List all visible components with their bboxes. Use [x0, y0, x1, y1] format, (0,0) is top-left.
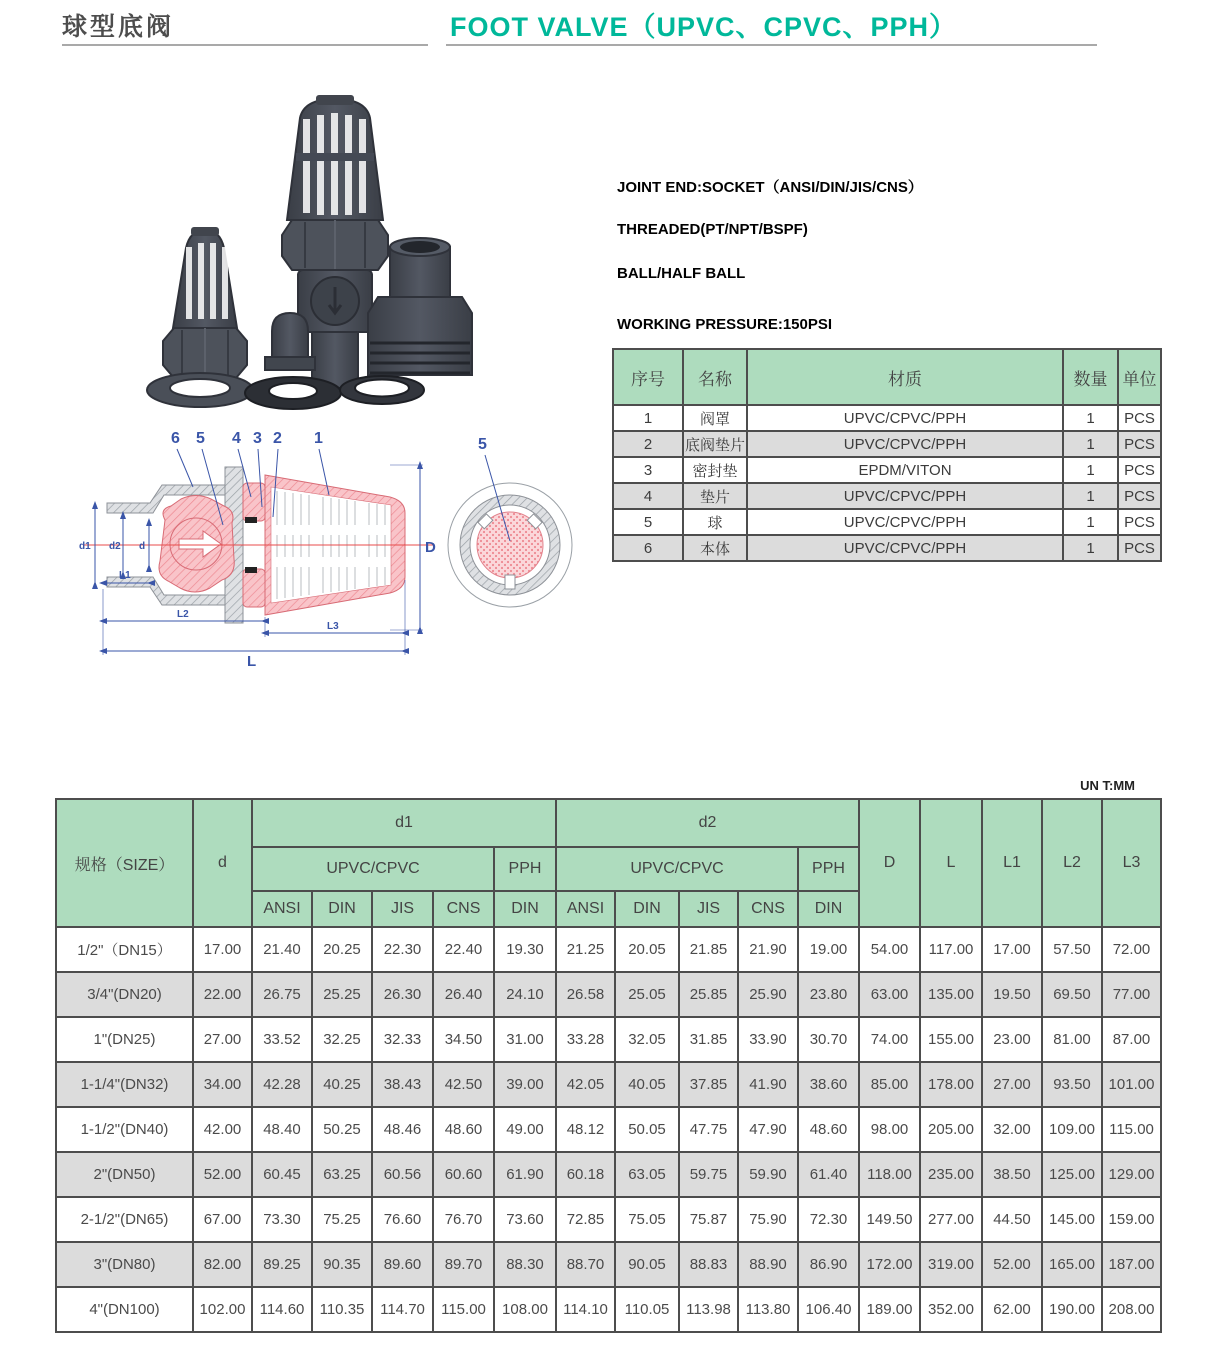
gasket-rings: [147, 373, 424, 409]
parts-table-cell: 本体: [683, 535, 747, 561]
side-section-view: [83, 467, 433, 623]
table-row: [613, 405, 1161, 431]
dimensions-table-cell: 81.00: [1042, 1017, 1102, 1062]
dimensions-table-cell: 39.00: [494, 1062, 556, 1107]
dimensions-table-cell: 34.50: [433, 1017, 494, 1062]
dimensions-table-cell: 113.98: [679, 1287, 738, 1332]
table-row: [613, 535, 1161, 561]
dimensions-table-cell: 114.70: [372, 1287, 433, 1332]
dimensions-table-cell: 108.00: [494, 1287, 556, 1332]
dimensions-table-cell: 106.40: [798, 1287, 859, 1332]
table-row: [613, 457, 1161, 483]
dimensions-table-cell: 235.00: [920, 1152, 982, 1197]
dimensions-table-cell: 205.00: [920, 1107, 982, 1152]
spec-joint-end: JOINT END:SOCKET（ANSI/DIN/JIS/CNS）: [617, 179, 923, 196]
dimensions-table-cell: 90.35: [312, 1242, 372, 1287]
callout-5: 5: [196, 430, 205, 447]
dimensions-table-cell: 75.05: [615, 1197, 679, 1242]
dimensions-table-cell: 145.00: [1042, 1197, 1102, 1242]
dimensions-table-cell: 1-1/4"(DN32): [56, 1062, 193, 1107]
dimensions-table-cell: 59.90: [738, 1152, 798, 1197]
dims-header-d1-cns: CNS: [433, 891, 494, 927]
dims-header-d2-ansi: ANSI: [556, 891, 615, 927]
dimensions-table-cell: 1-1/2"(DN40): [56, 1107, 193, 1152]
dimensions-table-cell: 76.60: [372, 1197, 433, 1242]
dimensions-table-cell: 87.00: [1102, 1017, 1161, 1062]
dimensions-table-cell: 50.25: [312, 1107, 372, 1152]
dimensions-table-cell: 277.00: [920, 1197, 982, 1242]
dimensions-table-cell: 25.90: [738, 972, 798, 1017]
dimensions-table-cell: 85.00: [859, 1062, 920, 1107]
dimensions-table-cell: 72.30: [798, 1197, 859, 1242]
dimensions-table-cell: 75.87: [679, 1197, 738, 1242]
dim-label-d: d: [139, 541, 146, 552]
dim-label-D: D: [425, 539, 436, 556]
dimensions-table-cell: 17.00: [193, 927, 252, 972]
dimensions-table-cell: 62.00: [982, 1287, 1042, 1332]
end-view: [448, 455, 572, 607]
parts-table-cell: UPVC/CPVC/PPH: [747, 483, 1063, 509]
dim-label-d2: d2: [109, 541, 121, 552]
dimensions-table-cell: 165.00: [1042, 1242, 1102, 1287]
parts-table-header-row: [613, 349, 1161, 405]
dims-header-d1-ansi: ANSI: [252, 891, 312, 927]
parts-table-cell: 1: [1063, 535, 1118, 561]
dims-header-d1-din: DIN: [312, 891, 372, 927]
parts-table-cell: 球: [683, 509, 747, 535]
dimensions-table-cell: 208.00: [1102, 1287, 1161, 1332]
dimensions-table-cell: 22.00: [193, 972, 252, 1017]
dimensions-table-cell: 25.25: [312, 972, 372, 1017]
dimensions-table-cell: 59.75: [679, 1152, 738, 1197]
dimensions-table-cell: 24.10: [494, 972, 556, 1017]
dimensions-table-cell: 89.70: [433, 1242, 494, 1287]
table-row: [56, 1242, 1161, 1287]
dimensions-table-cell: 3/4"(DN20): [56, 972, 193, 1017]
parts-header-material: 材质: [747, 349, 1063, 405]
spec-ball: BALL/HALF BALL: [617, 265, 746, 282]
dimensions-table-cell: 33.28: [556, 1017, 615, 1062]
dimensions-table-cell: 67.00: [193, 1197, 252, 1242]
parts-table-body: [613, 405, 1161, 561]
dimensions-table-cell: 93.50: [1042, 1062, 1102, 1107]
technical-drawing: [65, 425, 615, 670]
parts-table-cell: 垫片: [683, 483, 747, 509]
callout-1: 1: [314, 430, 323, 447]
dimensions-table-cell: 60.45: [252, 1152, 312, 1197]
dims-header-size: 规格（SIZE）: [56, 799, 193, 927]
parts-table-cell: 1: [1063, 431, 1118, 457]
dimensions-table-cell: 110.35: [312, 1287, 372, 1332]
dimensions-table-cell: 73.60: [494, 1197, 556, 1242]
table-row: [56, 1107, 1161, 1152]
dimensions-table-cell: 37.85: [679, 1062, 738, 1107]
dimensions-table-cell: 27.00: [982, 1062, 1042, 1107]
dimensions-table-cell: 98.00: [859, 1107, 920, 1152]
dimensions-table: [55, 798, 1162, 1333]
dims-header-d1-pph-din: DIN: [494, 891, 556, 927]
dimensions-table-cell: 48.60: [798, 1107, 859, 1152]
dims-header-d1-group: d1: [252, 799, 556, 847]
dimensions-table-cell: 31.00: [494, 1017, 556, 1062]
dimensions-table-cell: 44.50: [982, 1197, 1042, 1242]
dimensions-table-cell: 22.40: [433, 927, 494, 972]
dimensions-table-cell: 32.33: [372, 1017, 433, 1062]
dimensions-table-cell: 3"(DN80): [56, 1242, 193, 1287]
dimensions-table-cell: 38.43: [372, 1062, 433, 1107]
header-rule-left: [62, 44, 428, 46]
dimensions-table-cell: 1/2"（DN15）: [56, 927, 193, 972]
product-photo-illustration: [60, 85, 565, 420]
parts-table-cell: UPVC/CPVC/PPH: [747, 431, 1063, 457]
parts-header-qty: 数量: [1063, 349, 1118, 405]
dimensions-table-cell: 75.25: [312, 1197, 372, 1242]
dims-header-D: D: [859, 799, 920, 927]
callout-2: 2: [273, 430, 282, 447]
table-row: [56, 1287, 1161, 1332]
dims-header-d2-pph-din: DIN: [798, 891, 859, 927]
parts-table-cell: 1: [1063, 509, 1118, 535]
dimensions-table-body: [56, 927, 1161, 1332]
dimensions-table-cell: 114.60: [252, 1287, 312, 1332]
dims-header-row-1: [56, 799, 1161, 847]
dimensions-table-cell: 42.05: [556, 1062, 615, 1107]
dimensions-table-cell: 88.30: [494, 1242, 556, 1287]
table-row: [56, 972, 1161, 1017]
dimensions-table-cell: 69.50: [1042, 972, 1102, 1017]
dimensions-table-cell: 42.50: [433, 1062, 494, 1107]
dimensions-table-cell: 178.00: [920, 1062, 982, 1107]
dims-header-d1-jis: JIS: [372, 891, 433, 927]
parts-table: [612, 348, 1162, 562]
parts-table-cell: 1: [1063, 405, 1118, 431]
dimensions-table-cell: 20.25: [312, 927, 372, 972]
dimensions-table-cell: 40.05: [615, 1062, 679, 1107]
dimensions-table-cell: 38.50: [982, 1152, 1042, 1197]
parts-table-cell: 1: [1063, 457, 1118, 483]
parts-table-cell: 3: [613, 457, 683, 483]
dims-header-d2-upvc: UPVC/CPVC: [556, 847, 798, 891]
parts-table-cell: PCS: [1118, 509, 1161, 535]
dimensions-table-cell: 27.00: [193, 1017, 252, 1062]
dimensions-table-cell: 54.00: [859, 927, 920, 972]
dimensions-table-cell: 114.10: [556, 1287, 615, 1332]
header-rule-right: [446, 44, 1097, 46]
dimensions-table-cell: 21.85: [679, 927, 738, 972]
dims-header-d: d: [193, 799, 252, 927]
dimensions-table-cell: 109.00: [1042, 1107, 1102, 1152]
dim-label-L3: L3: [327, 621, 339, 632]
dims-header-d2-pph: PPH: [798, 847, 859, 891]
table-row: [613, 483, 1161, 509]
dimensions-table-cell: 88.90: [738, 1242, 798, 1287]
dimensions-table-cell: 19.50: [982, 972, 1042, 1017]
dims-header-d1-upvc: UPVC/CPVC: [252, 847, 494, 891]
dimensions-table-cell: 21.90: [738, 927, 798, 972]
dimensions-table-cell: 82.00: [193, 1242, 252, 1287]
end-view-callout-5: 5: [478, 436, 487, 453]
parts-header-no: 序号: [613, 349, 683, 405]
table-row: [56, 1152, 1161, 1197]
dimensions-table-cell: 2-1/2"(DN65): [56, 1197, 193, 1242]
page-title-chinese: 球型底阀: [62, 13, 175, 41]
dimensions-table-cell: 88.70: [556, 1242, 615, 1287]
dimensions-table-cell: 125.00: [1042, 1152, 1102, 1197]
dimensions-table-cell: 73.30: [252, 1197, 312, 1242]
dimensions-table-cell: 21.40: [252, 927, 312, 972]
parts-table-cell: UPVC/CPVC/PPH: [747, 509, 1063, 535]
dimensions-table-cell: 129.00: [1102, 1152, 1161, 1197]
dimensions-table-cell: 101.00: [1102, 1062, 1161, 1107]
parts-table-cell: 阀罩: [683, 405, 747, 431]
page-title-english: FOOT VALVE（UPVC、CPVC、PPH）: [450, 12, 958, 42]
dimensions-table-cell: 26.58: [556, 972, 615, 1017]
callout-4: 4: [232, 430, 241, 447]
dimensions-table-cell: 118.00: [859, 1152, 920, 1197]
dimensions-table-cell: 17.00: [982, 927, 1042, 972]
parts-table-cell: PCS: [1118, 431, 1161, 457]
dimensions-table-cell: 22.30: [372, 927, 433, 972]
dimensions-table-cell: 61.90: [494, 1152, 556, 1197]
parts-table-cell: 2: [613, 431, 683, 457]
table-row: [56, 927, 1161, 972]
spec-threaded: THREADED(PT/NPT/BSPF): [617, 221, 808, 238]
dimensions-table-cell: 189.00: [859, 1287, 920, 1332]
dimensions-table-cell: 72.00: [1102, 927, 1161, 972]
dims-header-d1-pph: PPH: [494, 847, 556, 891]
parts-table-cell: 密封垫: [683, 457, 747, 483]
parts-header-name: 名称: [683, 349, 747, 405]
parts-header-unit: 单位: [1118, 349, 1161, 405]
parts-table-cell: 5: [613, 509, 683, 535]
dimensions-table-cell: 63.25: [312, 1152, 372, 1197]
dims-header-d2-cns: CNS: [738, 891, 798, 927]
dimensions-table-cell: 89.60: [372, 1242, 433, 1287]
dimensions-table-cell: 60.56: [372, 1152, 433, 1197]
dimensions-table-cell: 42.28: [252, 1062, 312, 1107]
dimensions-table-cell: 88.83: [679, 1242, 738, 1287]
table-row: [613, 431, 1161, 457]
dim-label-d1: d1: [79, 541, 91, 552]
dims-header-d2-din: DIN: [615, 891, 679, 927]
unit-note: UN T:MM: [1080, 778, 1135, 793]
parts-table-cell: EPDM/VITON: [747, 457, 1063, 483]
dimensions-table-cell: 149.50: [859, 1197, 920, 1242]
dimensions-table-cell: 63.05: [615, 1152, 679, 1197]
dimensions-table-cell: 47.90: [738, 1107, 798, 1152]
parts-table-cell: 4: [613, 483, 683, 509]
dimensions-table-cell: 60.18: [556, 1152, 615, 1197]
dimensions-table-cell: 23.80: [798, 972, 859, 1017]
dimensions-table-cell: 63.00: [859, 972, 920, 1017]
dimensions-table-cell: 26.40: [433, 972, 494, 1017]
dims-header-L3: L3: [1102, 799, 1161, 927]
parts-table-cell: UPVC/CPVC/PPH: [747, 405, 1063, 431]
spec-working-pressure: WORKING PRESSURE:150PSI: [617, 316, 833, 333]
dimensions-table-cell: 42.00: [193, 1107, 252, 1152]
dimensions-table-cell: 40.25: [312, 1062, 372, 1107]
dimensions-table-cell: 52.00: [982, 1242, 1042, 1287]
dims-header-L1: L1: [982, 799, 1042, 927]
dimensions-table-cell: 19.30: [494, 927, 556, 972]
dimensions-table-cell: 32.25: [312, 1017, 372, 1062]
dimensions-table-cell: 2"(DN50): [56, 1152, 193, 1197]
dimensions-table-cell: 32.00: [982, 1107, 1042, 1152]
dimensions-table-cell: 110.05: [615, 1287, 679, 1332]
dimensions-table-cell: 159.00: [1102, 1197, 1161, 1242]
dimensions-table-cell: 102.00: [193, 1287, 252, 1332]
dimensions-table-cell: 115.00: [1102, 1107, 1161, 1152]
dims-header-d2-group: d2: [556, 799, 859, 847]
dimensions-table-cell: 155.00: [920, 1017, 982, 1062]
dimensions-table-cell: 352.00: [920, 1287, 982, 1332]
dims-header-L2: L2: [1042, 799, 1102, 927]
dim-label-L1: L1: [119, 570, 131, 581]
table-row: [56, 1062, 1161, 1107]
dimensions-table-cell: 48.46: [372, 1107, 433, 1152]
dimensions-table-cell: 89.25: [252, 1242, 312, 1287]
dimensions-table-cell: 33.52: [252, 1017, 312, 1062]
parts-table-cell: PCS: [1118, 457, 1161, 483]
dimensions-table-cell: 90.05: [615, 1242, 679, 1287]
dims-header-L: L: [920, 799, 982, 927]
parts-table-cell: 1: [613, 405, 683, 431]
dimensions-table-cell: 48.12: [556, 1107, 615, 1152]
dimensions-table-cell: 48.60: [433, 1107, 494, 1152]
dimensions-table-cell: 135.00: [920, 972, 982, 1017]
dimensions-table-cell: 25.05: [615, 972, 679, 1017]
callout-6: 6: [171, 430, 180, 447]
dim-label-L2: L2: [177, 609, 189, 620]
dimensions-table-cell: 48.40: [252, 1107, 312, 1152]
dimensions-table-cell: 76.70: [433, 1197, 494, 1242]
dimensions-table-cell: 47.75: [679, 1107, 738, 1152]
parts-table-cell: PCS: [1118, 483, 1161, 509]
dimensions-table-cell: 75.90: [738, 1197, 798, 1242]
dimensions-table-cell: 72.85: [556, 1197, 615, 1242]
parts-table-cell: 1: [1063, 483, 1118, 509]
parts-table-cell: PCS: [1118, 405, 1161, 431]
dimensions-table-cell: 86.90: [798, 1242, 859, 1287]
product-photo: [60, 85, 565, 420]
dimensions-table-cell: 30.70: [798, 1017, 859, 1062]
dimensions-table-cell: 115.00: [433, 1287, 494, 1332]
dimensions-table-cell: 50.05: [615, 1107, 679, 1152]
dimensions-table-cell: 23.00: [982, 1017, 1042, 1062]
dim-label-L: L: [247, 653, 257, 670]
callout-3: 3: [253, 430, 262, 447]
table-row: [56, 1017, 1161, 1062]
dimensions-table-cell: 38.60: [798, 1062, 859, 1107]
parts-table-cell: 底阀垫片: [683, 431, 747, 457]
dimensions-table-cell: 74.00: [859, 1017, 920, 1062]
dimensions-table-cell: 77.00: [1102, 972, 1161, 1017]
dimensions-table-cell: 32.05: [615, 1017, 679, 1062]
table-row: [56, 1197, 1161, 1242]
dimensions-table-cell: 41.90: [738, 1062, 798, 1107]
parts-table-cell: UPVC/CPVC/PPH: [747, 535, 1063, 561]
dimensions-table-cell: 57.50: [1042, 927, 1102, 972]
dimensions-table-cell: 319.00: [920, 1242, 982, 1287]
dimensions-table-cell: 52.00: [193, 1152, 252, 1197]
dimensions-table-cell: 61.40: [798, 1152, 859, 1197]
dimensions-table-cell: 25.85: [679, 972, 738, 1017]
dimensions-table-cell: 190.00: [1042, 1287, 1102, 1332]
dimensions-table-cell: 21.25: [556, 927, 615, 972]
dimensions-table-cell: 26.75: [252, 972, 312, 1017]
dimensions-table-cell: 60.60: [433, 1152, 494, 1197]
dimensions-table-cell: 117.00: [920, 927, 982, 972]
dimensions-table-cell: 19.00: [798, 927, 859, 972]
dimensions-table-cell: 1"(DN25): [56, 1017, 193, 1062]
table-row: [613, 509, 1161, 535]
dimensions-table-cell: 172.00: [859, 1242, 920, 1287]
parts-table-cell: PCS: [1118, 535, 1161, 561]
dimensions-table-cell: 187.00: [1102, 1242, 1161, 1287]
dimensions-table-cell: 113.80: [738, 1287, 798, 1332]
parts-table-cell: 6: [613, 535, 683, 561]
valve-small: [163, 227, 247, 378]
dims-header-d2-jis: JIS: [679, 891, 738, 927]
dimensions-table-cell: 20.05: [615, 927, 679, 972]
dimensions-table-cell: 31.85: [679, 1017, 738, 1062]
dimensions-table-cell: 26.30: [372, 972, 433, 1017]
dimensions-table-cell: 34.00: [193, 1062, 252, 1107]
dimensions-table-cell: 33.90: [738, 1017, 798, 1062]
dimensions-table-cell: 4"(DN100): [56, 1287, 193, 1332]
dimensions-table-cell: 49.00: [494, 1107, 556, 1152]
technical-drawing-illustration: [65, 425, 615, 670]
